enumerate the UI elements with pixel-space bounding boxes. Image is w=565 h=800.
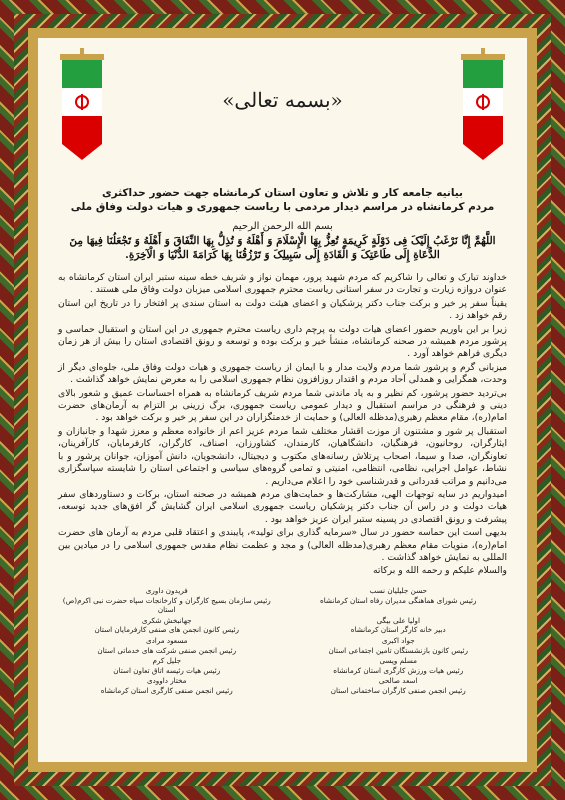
document-page (38, 38, 527, 762)
signatory-name: جلیل کرم (152, 656, 182, 666)
signatory-role: دبیر خانه کارگر استان کرمانشاه (350, 625, 446, 635)
signatory (56, 616, 278, 635)
signatory-role: رئیس کانون انجمن های صنفی کارفرمایان استان (94, 625, 240, 635)
signatory-role: رئیس انجمن صنفی کارگران ساختمانی استان (330, 685, 466, 695)
paragraph: خداوند تبارک و تعالی را شاکریم که مردم شهید پرور، مهمان نواز و شریف خطه سینه ستبر ایران استان کرمانشاه به عنوان دروازه زیارت و تجارت در سفر استانی ریاست محترم جمهوری اسلامی میزبان دولت وفاق ملی هستند . (58, 272, 507, 296)
signatory-name: جهانبخش شکری (141, 615, 192, 625)
heading-line: بیانیه جامعه کار و تلاش و تعاون استان کرمانشاه جهت حضور حداکثری (101, 187, 464, 199)
signatory (288, 656, 510, 675)
statement-body (58, 272, 507, 579)
signatory-name: مسعود مرادی (145, 635, 188, 645)
signatory (56, 656, 278, 675)
paragraph: امیدواریم در سایه توجهات الهی، مشارکت‌ها و حمایت‌های مردم همیشه در صحنه استان، برکات و دستاوردهای سفر هیات دولت و در راس آن جناب دکتر پزشکیان ریاست جمهوری اسلامی ایران گشایش گر افق‌های جدید توسعه، پیشرفت و رونق اقتصادی در پسینه ستبر ایران عزیز خواهد بود . (58, 488, 507, 525)
signatory-role: رئیس انجمن صنفی شرکت های خدماتی استان (97, 645, 237, 655)
signatory-role: رئیس کانون بازنشستگان تامین اجتماعی استان (328, 645, 468, 655)
signatory-role: رئیس شورای هماهنگی مدیران رفاه استان کرمانشاه (319, 595, 477, 605)
signatory (288, 616, 510, 635)
statement-heading (58, 186, 507, 214)
signatory-name: اولیا علی بیگی (376, 615, 420, 625)
paragraph: استقبال پر شور و مشتنون از موزت اقشار مختلف شما مردم عزیز اعم از خانواده معظم و معزز شهدا و جانبازان و ایثارگران، روحانیون، فرهنگیان، دانشگاهیان، کارمندان، کشاورزان، اصناف، کارگران، کارفرمایان، کارآفرینان، تعاونگران، صدا و سیما، اصحاب پرتلاش رسانه‌های مکتوب و دیجیتال، دانشجویان، دانش آموزان، جوانان پرشور و با نشاط، عوامل اجرایی، نظامی، انتظامی، امنیتی و تمامی گروه‌های سیاسی و اجتماعی استان را شایسته سپاسگزاری می‌دانیم و مراتب قدردانی و قدرشناسی خود را اعلام می‌داریم . (58, 425, 507, 487)
signatories (56, 586, 509, 696)
signatory-role: رئیس هیات رئیسه اتاق تعاون استان (113, 665, 221, 675)
heading-line: مردم کرمانشاه در مراسم دیدار مردمی با ریاست جمهوری و هیات دولت وفاق ملی (70, 201, 495, 213)
bismillah: بسم الله الرحمن الرحیم (232, 221, 333, 232)
paragraph: یقیناً سفر پر خیر و برکت جناب دکتر پزشکیان و اعضای هیئت دولت به استان سندی پر افتخار را در تاریخ این استان رقم خواهد زد . (58, 297, 507, 322)
paragraph: زیرا بر این باوریم حضور اعضای هیات دولت به پرچم داری ریاست محترم جمهوری در این استان و استقبال حماسی و پرشور مردم همیشه در صحنه کرمانشاه، منشأ خیر و برکت بوده و توسعه و رونق اقتصادی استان را بیش از هر زمان دیگری فراهم خواهد آورد . (58, 323, 507, 360)
signatory-role: رئیس انجمن صنفی کارگری استان کرمانشاه (100, 685, 233, 695)
signatory-role: رئیس هیات ورزش کارگری استان کرمانشاه (333, 665, 464, 675)
signatory (56, 586, 278, 615)
signatory (288, 586, 510, 615)
basmala-title: «بسمه تعالی» (222, 88, 343, 112)
signatory (56, 676, 278, 695)
paragraph: میزبانی گرم و پرشور شما مردم ولایت مدار و با ایمان از ریاست جمهوری و هیات دولت وفاق ملی، جلوه‌ای دیگر از وحدت، همگرایی و همدلی آحاد مردم و اقتدار روزافزون نظام جمهوری اسلامی را به معرض نمایش خواهد گذاشت . (58, 361, 507, 386)
signatory-name: فریدون داوری (145, 586, 188, 595)
paragraph: بی‌تردید حضور پرشور، کم نظیر و به یاد ماندنی شما مردم شریف کرمانشاه به همراه احساسات عمیق و شعور بالای دینی و فرهنگی در مراسم استقبال و دیدار عمومی ریاست جمهوری، برگ زرینی بر التزام به آرمان‌های حضرت امام(ره)، مقام معظم رهبری(مدظله العالی) و حمایت از خدمتگزاران در این سفر پر خیر و برکت خواهد بود . (58, 387, 507, 424)
paragraph: بدیهی است این حماسه حضور در سال «سرمایه گذاری برای تولید»، پایبندی و اعتقاد قلبی مردم به آرمان های حضرت امام(ره)، منویات مقام معظم رهبری(مدظله العالی) و مجد و عظمت نظام مقدس جمهوری اسلامی را در میادین بین المللی به نمایش خواهد گذاشت . (58, 527, 507, 563)
signatory-name: مختار داوودی (146, 676, 187, 686)
closing-salutation: والسلام علیکم و رحمه الله و برکاته (373, 565, 507, 577)
signatory-name: حسن جلیلیان نسب (369, 586, 427, 595)
signatory-role: رئیس سازمان بسیج کارگران و کارخانجات سپاه حضرت نبی اکرم(ص) استان (62, 595, 271, 615)
signatory (56, 636, 278, 655)
signatory (288, 636, 510, 655)
signatory (288, 676, 510, 695)
signatory-name: جواد اکبری (381, 635, 415, 645)
signatory-name: اسعد صالحی (378, 676, 418, 686)
arabic-prayer: اللَّهُمَّ إِنَّا نَرْغَبُ إِلَیْکَ فِی دَوْلَةٍ کَرِیمَةٍ تُعِزُّ بِهَا الْإِسْلَامَ وَ أَهْلَهُ وَ تُذِلُّ بِهَا النِّفَاقَ وَ أَهْلَهُ وَ تَجْعَلُنَا فِیهَا مِنَ الدُّعَاةِ إِلَى طَاعَتِکَ وَ الْقَادَةِ إِلَى سَبِیلِکَ وَ تَرْزُقُنَا بِهَا کَرَامَةَ الدُّنْیَا وَ الْآخِرَةِ. (69, 235, 496, 261)
signatory-name: مسلم ویسی (379, 656, 418, 666)
